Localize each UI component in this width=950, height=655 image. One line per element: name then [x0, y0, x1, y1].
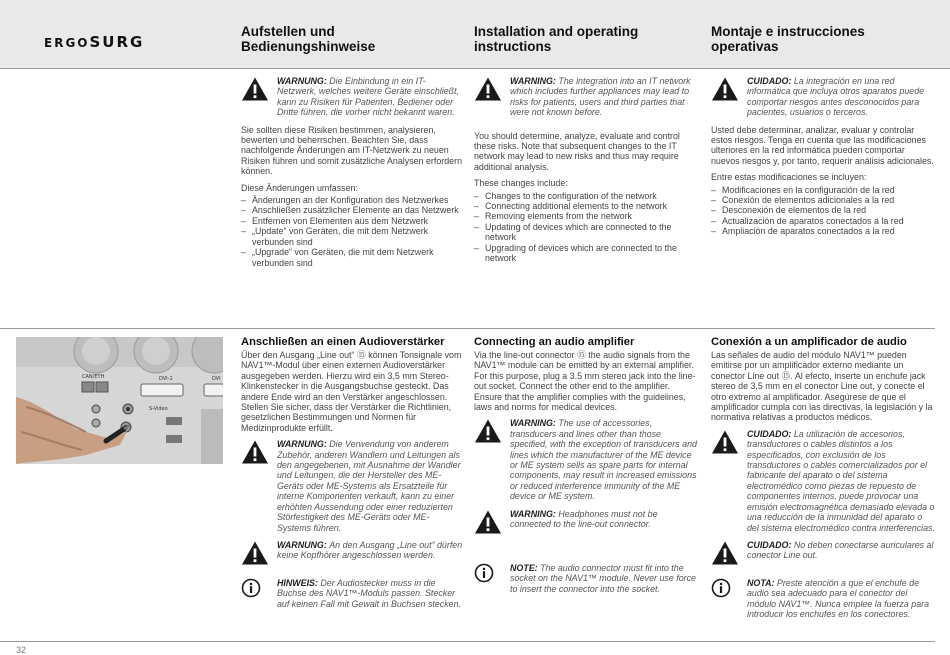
warning-block — [241, 439, 463, 533]
warning-icon — [241, 439, 269, 465]
warning-label: WARNING: — [510, 418, 556, 429]
column-de-top — [241, 76, 463, 272]
column-es-top — [711, 76, 935, 241]
warning-label: CUIDADO: — [747, 428, 792, 439]
warning-text: The use of accessories, transducers and lines other than those specified, with the exception of transducers and lines which the manufacturer of the ME device or ME system sells as spare parts for internal components, may result in increased emissions or reduced interference immunity of the ME device or ME system. — [510, 418, 697, 502]
column-en-bottom — [474, 336, 700, 601]
list-item: – Conexión de elementos adicionales a la red — [722, 195, 935, 205]
note-label: NOTA: — [747, 577, 775, 588]
note-text: Der Audiostecker muss in die Buchse des NAV1™-Moduls passen. Stecker auf keinen Fall mit Gewalt in Buchsen stecken. — [277, 577, 462, 609]
paragraph: Diese Änderungen umfassen: — [241, 182, 358, 193]
section-divider — [0, 328, 935, 329]
logo-main: SURG — [89, 33, 145, 51]
warning-label: WARNUNG: — [277, 539, 327, 550]
warning-text: La utilización de accesorios, transductores o cables distintos a los especificados, con exclusión de los transductores o cables comercializados por el fabricante del aparato o del sistema electromédico como piezas de repuesto de componentes internos, puede provocar una emisión electromagnética demasiado elevada o una reducción de la inmunidad del aparato o del sistema electromédico contra interferencias. — [747, 428, 935, 533]
port-label: DVI — [212, 376, 221, 382]
warning-text: No deben conectarse auriculares al conector Line out. — [747, 539, 934, 561]
warning-label: CUIDADO: — [747, 539, 792, 550]
changes-list — [711, 185, 935, 237]
note-block — [474, 563, 700, 594]
warning-block — [241, 540, 463, 570]
paragraph: Über den Ausgang „Line out“ ⑮ können Tonsignale vom NAV1™-Modul über einen externen Audioverstärker ausgegeben werden. Hierzu wird ein 3,5 mm Stereo-Klinkenstecker in die Ausgangsbuchse gesteckt. Das andere Ende wird an den Verstärker angeschlossen. Stellen Sie sicher, dass der Verstärker die Richtlinien, gesetzlichen Bestimmungen und Normen für Medizinprodukte erfüllt. — [241, 350, 462, 433]
section-title: Connecting an audio amplifier — [474, 336, 635, 348]
page-header — [0, 0, 950, 69]
list-item: – Upgrading of devices which are connected to the network — [485, 243, 700, 264]
page-number: 32 — [16, 645, 27, 655]
list-item: – Änderungen an der Konfiguration des Netzwerkes — [252, 195, 463, 205]
warning-text: An den Ausgang „Line out“ dürfen keine Kopfhörer angeschlossen werden. — [277, 539, 463, 561]
port-label: S-Video — [149, 406, 168, 412]
warning-label: WARNING: — [510, 508, 556, 519]
warning-text: The integration into an IT network which includes further appliances may lead to risks for patients, users and third parties that were not known before. — [510, 76, 691, 118]
list-item: – Ampliación de aparatos conectados a la red — [722, 226, 935, 236]
warning-label: WARNUNG: — [277, 439, 327, 450]
note-label: NOTE: — [510, 562, 538, 573]
ergosurg-logo — [44, 32, 144, 51]
warning-text: Headphones must not be connected to the line-out connector. — [510, 508, 658, 530]
list-item: – „Update“ von Geräten, die mit dem Netzwerk verbunden sind — [252, 226, 463, 247]
list-item: – Desconexión de elementos de la red — [722, 205, 935, 215]
warning-icon — [711, 429, 739, 455]
section-title: Conexión a un amplificador de audio — [711, 336, 907, 348]
warning-label: CUIDADO: — [747, 76, 792, 86]
warning-block — [474, 418, 700, 501]
column-es-bottom — [711, 336, 935, 627]
paragraph: Entre estas modificaciones se incluyen: — [711, 172, 867, 183]
paragraph: Sie sollten diese Risiken bestimmen, analysieren, bewerten und beherrschen. Beachten Sie, dass nachfolgende Änderungen am IT-Netzwerk zu neuen Risiken führen und somit zusätzliche Analysen erfordern können. — [241, 124, 463, 177]
list-item: – Removing elements from the network — [485, 211, 700, 221]
footer-divider — [0, 641, 935, 642]
warning-icon — [711, 540, 739, 566]
column-title-en: Installation and operating instructions — [474, 24, 639, 54]
warning-block — [711, 540, 935, 570]
port-label: CAN/ETH — [82, 374, 105, 380]
list-item: – Connecting additional elements to the network — [485, 201, 700, 211]
warning-block — [711, 429, 935, 533]
logo-prefix: ERGO — [44, 36, 90, 50]
note-label: HINWEIS: — [277, 577, 318, 588]
warning-icon — [474, 509, 502, 535]
list-item: – Changes to the configuration of the network — [485, 191, 700, 201]
warning-icon — [711, 76, 739, 102]
warning-text: Die Verwendung von anderem Zubehör, anderen Wandlern und Leitungen als den angegebenen, mit Ausnahme der Wandler und Leitungen, die der Hersteller des ME-Geräts oder ME-Systems als Ersatzteile für interne Komponenten verkauft, kann zu einer erhöhten Aussendung oder einer reduzierten Störfestigkeit des ME-Geräts oder ME-Systems führen. — [277, 439, 461, 533]
warning-text: Die Einbindung in ein IT-Netzwerk, welches weitere Geräte einschließt, kann zu Risiken für Patienten, Bediener oder Dritte führen, die vorher nicht bekannt waren. — [277, 76, 460, 118]
note-block — [711, 578, 935, 620]
warning-block — [241, 76, 463, 118]
paragraph: Via the line-out connector ⑮ the audio signals from the NAV1™ module can be emitted by an external amplifier. For this purpose, plug a 3.5 mm stereo jack into the line-out socket. Connect the other end to the amplifier. Ensure that the amplifier complies with the guidelines, laws and norms for medical devices. — [474, 350, 696, 413]
info-icon — [241, 578, 261, 598]
note-text: The audio connector must fit into the socket on the NAV1™ module. Never use force to insert the connector into the socket. — [510, 562, 696, 594]
warning-label: WARNUNG: — [277, 76, 327, 86]
note-block — [241, 578, 463, 609]
list-item: – Actualización de aparatos conectados a la red — [722, 216, 935, 226]
info-icon — [711, 578, 731, 598]
paragraph: You should determine, analyze, evaluate and control these risks. Note that subsequent changes to the IT network may lead to new risks and thus may require additional analysis. — [474, 130, 680, 172]
connector-panel-illustration — [16, 337, 223, 464]
device-connector-photo — [16, 337, 223, 464]
paragraph: Usted debe determinar, analizar, evaluar y controlar estos riesgos. Tenga en cuenta que las modificaciones ulteriores en la red informática pueden comportar nuevos riesgos y, por tanto, requerir análisis adicionales. — [711, 124, 934, 166]
column-en-top — [474, 76, 700, 268]
warning-icon — [474, 76, 502, 102]
warning-icon — [241, 76, 269, 102]
list-item: – Updating of devices which are connected to the network — [485, 222, 700, 243]
warning-block — [474, 509, 700, 539]
column-title-de: Aufstellen und Bedienungshinweise — [241, 24, 376, 54]
column-de-bottom — [241, 336, 463, 616]
list-item: – Modificaciones en la configuración de la red — [722, 185, 935, 195]
paragraph: These changes include: — [474, 178, 568, 189]
port-label: DVI-1 — [159, 376, 173, 382]
warning-icon — [241, 540, 269, 566]
list-item: – Entfernen von Elementen aus dem Netzwerk — [252, 216, 463, 226]
note-text: Preste atención a que el enchufe de audio sea adecuado para el conector del módulo NAV1™. Nunca emplee la fuerza para introducir los enchufes en los conectores. — [747, 577, 930, 620]
warning-label: WARNING: — [510, 76, 556, 86]
changes-list — [474, 191, 700, 264]
warning-block — [711, 76, 935, 118]
list-item: – „Upgrade“ von Geräten, die mit dem Netzwerk verbunden sind — [252, 247, 463, 268]
section-title: Anschließen an einen Audioverstärker — [241, 336, 445, 348]
list-item: – Anschließen zusätzlicher Elemente an das Netzwerk — [252, 205, 463, 215]
warning-text: La integración en una red informática que incluya otros aparatos puede comportar riesgos antes desconocidos para pacientes, usuarios o terceros. — [747, 76, 925, 118]
warning-block — [474, 76, 700, 118]
warning-icon — [474, 418, 502, 444]
info-icon — [474, 563, 494, 583]
changes-list — [241, 195, 463, 268]
column-title-es: Montaje e instrucciones operativas — [711, 24, 865, 54]
paragraph: Las señales de audio del módulo NAV1™ pueden emitirse por un amplificador externo mediante un conector Line out ⑮. Al efecto, inserte un enchufe jack stereo de 3,5 mm en el conector Line out, y conecte el otro extremo al amplificador. Asegúrese de que el amplificador cumpla con las directivas, la legislación y la normativa relativas a productos médicos. — [711, 350, 933, 423]
